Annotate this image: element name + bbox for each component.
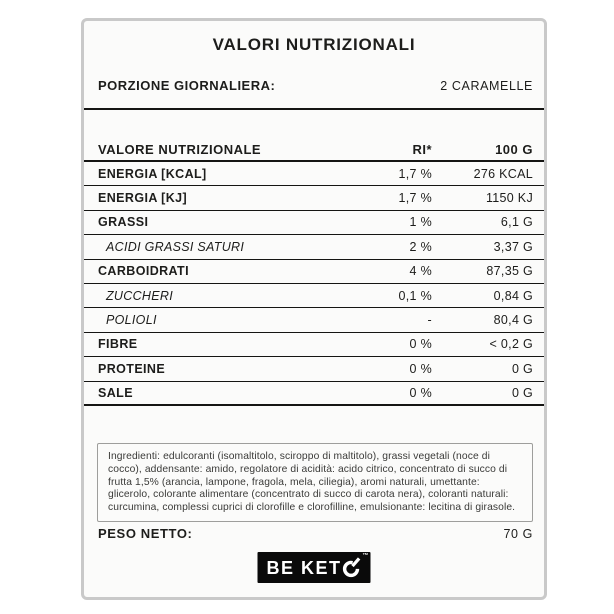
ingredients-box (97, 443, 533, 522)
nutrient-name: ENERGIA [KCAL] (98, 166, 207, 181)
nutrient-per100-value: 80,4 G (493, 313, 533, 328)
nutrition-label-card (81, 18, 547, 600)
table-row (84, 357, 544, 381)
nutrient-per100-value: < 0,2 G (489, 337, 533, 352)
table-row (84, 308, 544, 332)
nutrient-ri-percent: 1,7 % (398, 191, 432, 206)
table-row (84, 333, 544, 357)
portion-label: PORZIONE GIORNALIERA: (98, 78, 276, 93)
header-per100-column: 100 G (495, 141, 533, 157)
table-header-row (84, 138, 544, 160)
table-row (84, 186, 544, 210)
nutrient-ri-percent: 4 % (409, 264, 432, 279)
nutrient-per100-value: 0 G (511, 361, 533, 376)
nutrient-ri-percent: 0,1 % (398, 288, 432, 303)
beketo-logo-text: BE KET (266, 557, 342, 578)
nutrient-per100-value: 3,37 G (493, 239, 533, 254)
beketo-logo (258, 552, 371, 583)
nutrient-ri-percent: 2 % (409, 239, 432, 254)
nutrient-name: GRASSI (98, 215, 149, 230)
nutrient-per100-value: 1150 KJ (485, 191, 533, 206)
nutrient-per100-value: 0,84 G (493, 288, 533, 303)
nutrient-name: POLIOLI (106, 313, 157, 328)
ingredients-text: Ingredienti: edulcoranti (isomaltitolo, sciroppo di maltitolo), grassi vegetali (noce di cocco), addensante: amido, regolatore di acidità: acido citrico, concentrato di succo di frutta 1,5% (arancia, lampone, fragola, mela, ciliegia), aromi naturali, umettante: glicerolo, colorante alimentare (concentrato di succo di carota nera), coloranti naturali: curcumina, complessi cuprici di clorofille e clorofilline, emulsionante: lecitina di girasole. (108, 451, 516, 514)
header-ri-column: RI* (412, 141, 432, 157)
net-weight-label: PESO NETTO: (98, 526, 193, 541)
nutrient-per100-value: 0 G (511, 385, 533, 400)
nutrient-name: FIBRE (98, 337, 138, 352)
header-nutrient-column: VALORE NUTRIZIONALE (98, 141, 262, 157)
net-weight-row (84, 526, 544, 541)
table-row (84, 284, 544, 308)
nutrient-per100-value: 6,1 G (500, 215, 533, 230)
nutrient-name: CARBOIDRATI (98, 264, 189, 279)
net-weight-value: 70 G (503, 526, 533, 541)
nutrient-ri-percent: - (427, 313, 432, 328)
table-row (84, 260, 544, 284)
nutrient-ri-percent: 1,7 % (398, 166, 432, 181)
trademark-symbol: ™ (362, 553, 369, 559)
portion-value: 2 CARAMELLE (440, 78, 533, 93)
table-row (84, 211, 544, 235)
portion-row (84, 78, 544, 93)
label-title: VALORI NUTRIZIONALI (212, 35, 416, 54)
nutrient-name: PROTEINE (98, 361, 166, 376)
table-row (84, 382, 544, 406)
table-row (84, 162, 544, 186)
beketo-stylized-o-icon (343, 558, 362, 577)
nutrient-name: ACIDI GRASSI SATURI (106, 239, 245, 254)
nutrient-ri-percent: 1 % (409, 215, 432, 230)
nutrient-name: SALE (98, 385, 133, 400)
nutrient-ri-percent: 0 % (409, 337, 432, 352)
nutrition-table (84, 162, 544, 406)
table-row (84, 235, 544, 259)
nutrient-per100-value: 87,35 G (486, 264, 533, 279)
nutrient-ri-percent: 0 % (409, 361, 432, 376)
divider-top (84, 108, 544, 110)
nutrient-ri-percent: 0 % (409, 385, 432, 400)
nutrient-name: ZUCCHERI (106, 288, 173, 303)
nutrient-name: ENERGIA [KJ] (98, 191, 188, 206)
nutrient-per100-value: 276 KCAL (473, 166, 533, 181)
